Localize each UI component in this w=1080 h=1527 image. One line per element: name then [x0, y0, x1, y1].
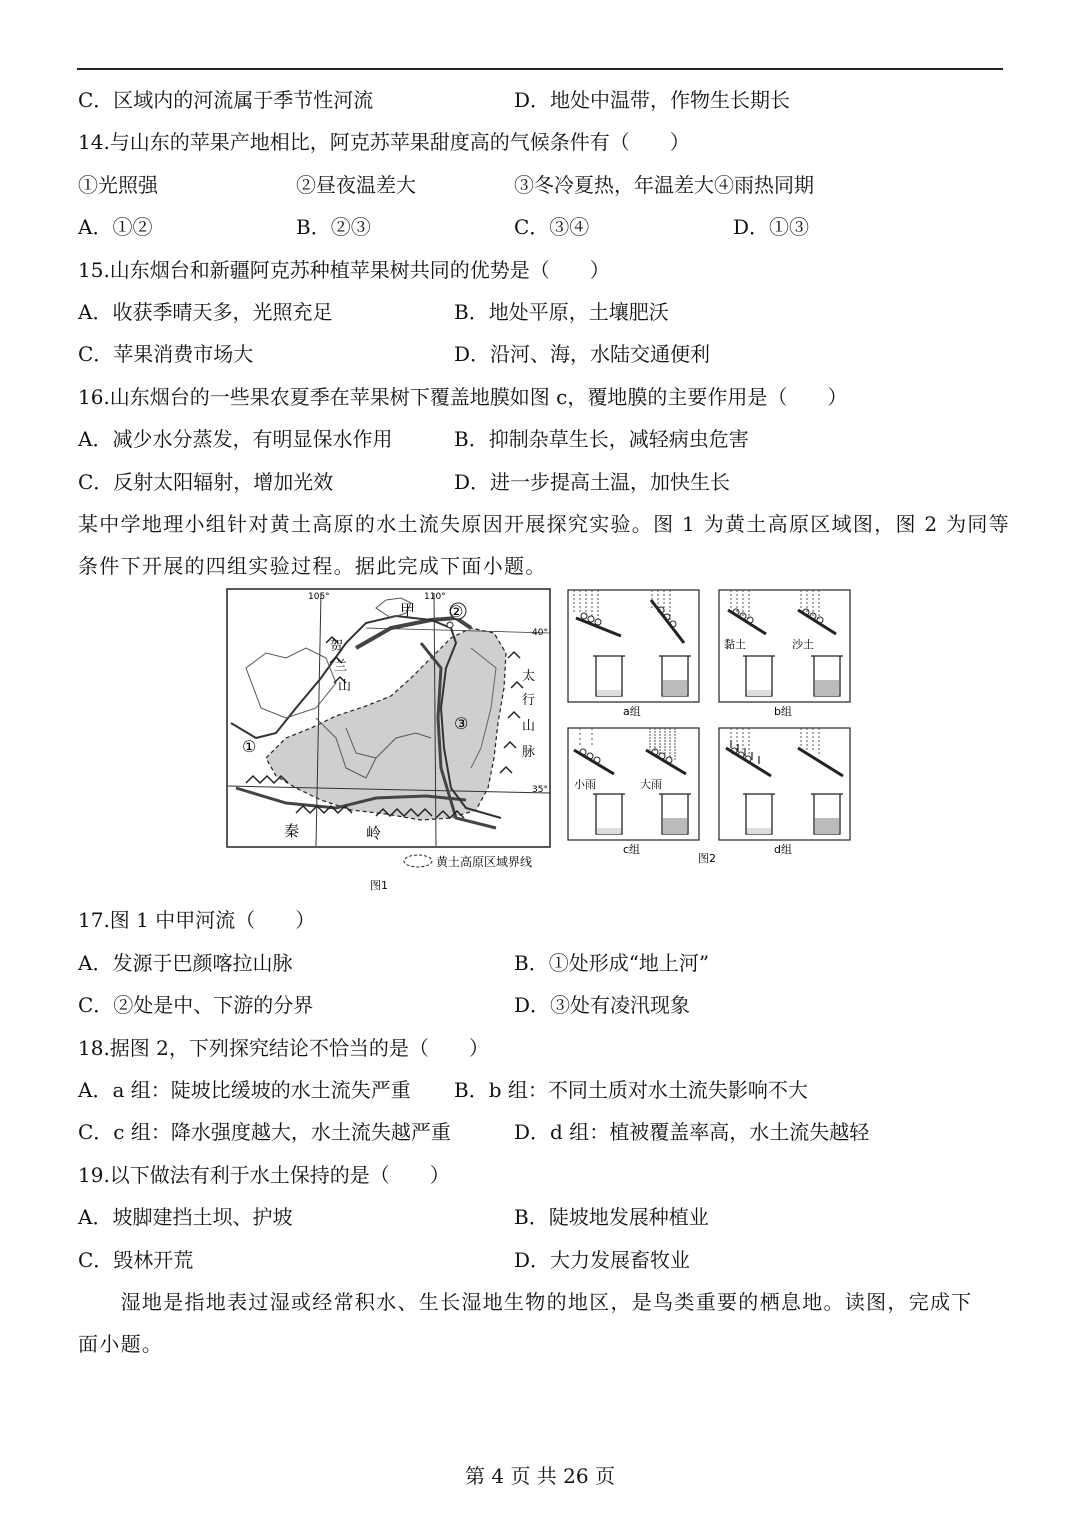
- q13-option-c: C．区域内的河流属于季节性河流: [78, 88, 374, 112]
- marker-3: ③: [454, 714, 469, 733]
- helan-label-2: 兰: [334, 659, 348, 674]
- taihang-label-1: 太: [522, 669, 536, 684]
- intro-line-2: 条件下开展的四组实验过程。据此完成下面小题。: [78, 554, 547, 578]
- q18-option-d: D．d 组：植被覆盖率高，水土流失越轻: [514, 1120, 870, 1144]
- panel-c-label: c组: [623, 843, 641, 856]
- figure-2-experiments: [566, 588, 856, 868]
- taihang-label-3: 山: [522, 719, 536, 734]
- q16-option-c: C．反射太阳辐射，增加光效: [78, 470, 334, 494]
- helan-label-1: 贺: [330, 639, 344, 654]
- wetland-intro-line-1: 湿地是指地表过湿或经常积水、生长湿地生物的地区，是鸟类重要的栖息地。读图，完成下: [78, 1290, 973, 1314]
- q19-option-b: B．陡坡地发展种植业: [514, 1205, 709, 1229]
- q15-option-a: A．收获季晴天多，光照充足: [78, 300, 333, 324]
- marker-2-point: [447, 622, 453, 628]
- q18-option-a: A．a 组：陡坡比缓坡的水土流失严重: [78, 1078, 411, 1102]
- light-rain-label: 小雨: [574, 778, 596, 791]
- heavy-rain-label: 大雨: [640, 778, 662, 791]
- legend-text: 黄土高原区域界线: [436, 855, 533, 869]
- header-rule: [77, 68, 1003, 70]
- river-jia-label: 甲: [400, 601, 416, 619]
- marker-1: ①: [242, 737, 257, 756]
- qinling-label-2: 岭: [366, 824, 382, 842]
- q14-item-1: ①光照强: [78, 173, 158, 197]
- figure-2-caption: 图2: [698, 852, 716, 865]
- panel-a: [568, 590, 699, 718]
- intro-line-1: 某中学地理小组针对黄土高原的水土流失原因开展探究实验。图 1 为黄土高原区域图，图 2 为同等: [78, 512, 1010, 536]
- panel-c: [568, 728, 699, 856]
- panel-b-label: b组: [774, 705, 792, 718]
- panel-d: [719, 728, 850, 856]
- qinling-label-1: 秦: [284, 822, 300, 840]
- q16-option-d: D．进一步提高土温，加快生长: [454, 470, 731, 494]
- taihang-label-4: 脉: [522, 745, 536, 760]
- wetland-intro-line-2: 面小题。: [78, 1332, 164, 1356]
- q16-option-b: B．抑制杂草生长，减轻病虫危害: [454, 427, 749, 451]
- lat-35-label: 35°: [532, 785, 548, 795]
- q14-option-c: C．③④: [514, 215, 590, 239]
- clay-label: 黏土: [724, 638, 746, 651]
- q19-stem: 19.以下做法有利于水土保持的是（ ）: [78, 1163, 450, 1187]
- marker-2: ②: [449, 602, 464, 621]
- q14-option-a: A．①②: [78, 215, 153, 239]
- q17-stem: 17.图 1 中甲河流（ ）: [78, 908, 316, 932]
- panel-b: [719, 590, 850, 718]
- sand-label: 沙土: [792, 638, 814, 651]
- panel-d-label: d组: [774, 843, 792, 856]
- q19-option-d: D．大力发展畜牧业: [514, 1248, 691, 1272]
- q17-option-b: B．①处形成“地上河”: [514, 951, 710, 975]
- q17-option-a: A．发源于巴颜喀拉山脉: [78, 951, 293, 975]
- q16-option-a: A．减少水分蒸发，有明显保水作用: [78, 427, 393, 451]
- q14-option-b: B．②③: [296, 215, 371, 239]
- q15-option-c: C．苹果消费市场大: [78, 342, 254, 366]
- q14-item-3: ③冬冷夏热，年温差大④雨热同期: [514, 173, 814, 197]
- legend-symbol: [404, 855, 432, 867]
- q17-option-c: C．②处是中、下游的分界: [78, 993, 314, 1017]
- figure-1-caption: 图1: [370, 879, 388, 892]
- q19-option-c: C．毁林开荒: [78, 1248, 194, 1272]
- lat-40-label: 40°: [532, 628, 548, 638]
- figure-1-map: [226, 588, 556, 894]
- lon-105-label: 105°: [308, 592, 330, 602]
- q15-stem: 15.山东烟台和新疆阿克苏种植苹果树共同的优势是（ ）: [78, 258, 610, 282]
- q15-option-d: D．沿河、海，水陆交通便利: [454, 342, 711, 366]
- helan-label-3: 山: [338, 679, 352, 694]
- q19-option-a: A．坡脚建挡土坝、护坡: [78, 1205, 293, 1229]
- q15-option-b: B．地处平原，土壤肥沃: [454, 300, 669, 324]
- taihang-label-2: 行: [522, 693, 536, 708]
- q14-option-d: D．①③: [733, 215, 810, 239]
- q14-stem: 14.与山东的苹果产地相比，阿克苏苹果甜度高的气候条件有（ ）: [78, 130, 690, 154]
- q18-stem: 18.据图 2，下列探究结论不恰当的是（ ）: [78, 1036, 489, 1060]
- q18-option-b: B．b 组：不同土质对水土流失影响不大: [454, 1078, 808, 1102]
- q17-option-d: D．③处有凌汛现象: [514, 993, 691, 1017]
- q14-item-2: ②昼夜温差大: [296, 173, 416, 197]
- q18-option-c: C．c 组：降水强度越大，水土流失越严重: [78, 1120, 451, 1144]
- q13-option-d: D．地处中温带，作物生长期长: [514, 88, 791, 112]
- panel-a-label: a组: [623, 705, 641, 718]
- page-footer: 第 4 页 共 26 页: [465, 1464, 615, 1488]
- lon-110-label: 110°: [424, 592, 446, 602]
- q16-stem: 16.山东烟台的一些果农夏季在苹果树下覆盖地膜如图 c，覆地膜的主要作用是（ ）: [78, 385, 848, 409]
